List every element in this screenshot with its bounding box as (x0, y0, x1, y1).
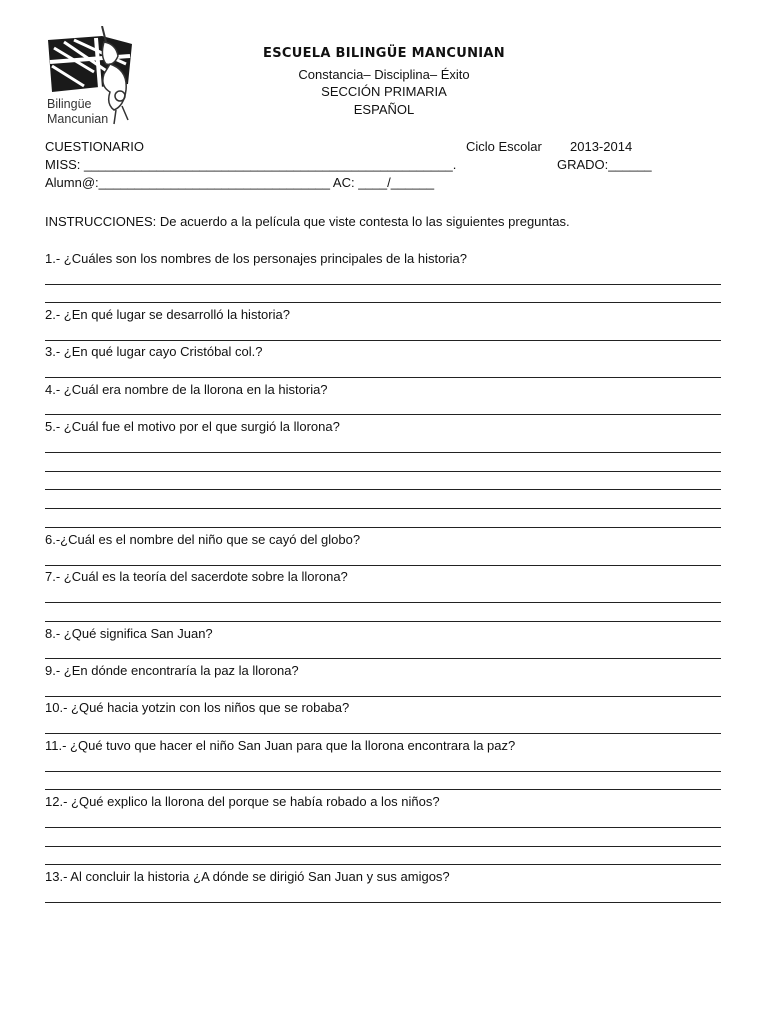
answer-line[interactable] (45, 771, 721, 772)
question-9: 9.- ¿En dónde encontraría la paz la llorona? (45, 663, 299, 678)
answer-line[interactable] (45, 846, 721, 847)
answer-line[interactable] (45, 621, 721, 622)
answer-line[interactable] (45, 414, 721, 415)
question-7: 7.- ¿Cuál es la teoría del sacerdote sobre la llorona? (45, 569, 348, 584)
question-13: 13.- Al concluir la historia ¿A dónde se dirigió San Juan y sus amigos? (45, 869, 450, 884)
student-field[interactable]: Alumn@:________________________________ AC: ____/______ (45, 175, 435, 190)
cycle-value: 2013-2014 (570, 139, 633, 154)
answer-line[interactable] (45, 733, 721, 734)
question-8: 8.- ¿Qué significa San Juan? (45, 626, 213, 641)
answer-line[interactable] (45, 471, 721, 472)
instructions: INSTRUCCIONES: De acuerdo a la película que viste contesta lo las siguientes preguntas. (45, 214, 570, 229)
subject-title: ESPAÑOL (353, 102, 415, 117)
answer-line[interactable] (45, 284, 721, 285)
answer-line[interactable] (45, 789, 721, 790)
document-title: CUESTIONARIO (45, 139, 144, 154)
answer-line[interactable] (45, 377, 721, 378)
teacher-field[interactable]: MISS: ___________________________________________________. (45, 157, 457, 172)
cycle-label: Ciclo Escolar (466, 139, 542, 154)
question-12: 12.- ¿Qué explico la llorona del porque se había robado a los niños? (45, 794, 440, 809)
answer-line[interactable] (45, 452, 721, 453)
question-3: 3.- ¿En qué lugar cayo Cristóbal col.? (45, 344, 263, 359)
answer-line[interactable] (45, 658, 721, 659)
question-6: 6.-¿Cuál es el nombre del niño que se cayó del globo? (45, 532, 361, 547)
question-11: 11.- ¿Qué tuvo que hacer el niño San Juan para que la llorona encontrara la paz? (45, 738, 516, 753)
answer-line[interactable] (45, 902, 721, 903)
answer-line[interactable] (45, 696, 721, 697)
answer-line[interactable] (45, 527, 721, 528)
answer-line[interactable] (45, 565, 721, 566)
answer-line[interactable] (45, 340, 721, 341)
school-name: ESCUELA BILINGÜE MANCUNIAN (263, 46, 505, 61)
answer-line[interactable] (45, 508, 721, 509)
section-title: SECCIÓN PRIMARIA (321, 84, 447, 99)
question-10: 10.- ¿Qué hacia yotzin con los niños que se robaba? (45, 700, 350, 715)
question-5: 5.- ¿Cuál fue el motivo por el que surgió la llorona? (45, 419, 340, 434)
logo-text-line1: Bilingüe (47, 97, 92, 111)
answer-line[interactable] (45, 827, 721, 828)
grade-field[interactable]: GRADO:______ (557, 157, 652, 172)
answer-line[interactable] (45, 489, 721, 490)
school-motto: Constancia– Disciplina– Éxito (298, 67, 470, 82)
question-2: 2.- ¿En qué lugar se desarrolló la historia? (45, 307, 290, 322)
question-1: 1.- ¿Cuáles son los nombres de los personajes principales de la historia? (45, 251, 467, 266)
logo-text-line2: Mancunian (47, 112, 109, 126)
answer-line[interactable] (45, 864, 721, 865)
answer-line[interactable] (45, 602, 721, 603)
answer-line[interactable] (45, 302, 721, 303)
question-4: 4.- ¿Cuál era nombre de la llorona en la historia? (45, 382, 328, 397)
